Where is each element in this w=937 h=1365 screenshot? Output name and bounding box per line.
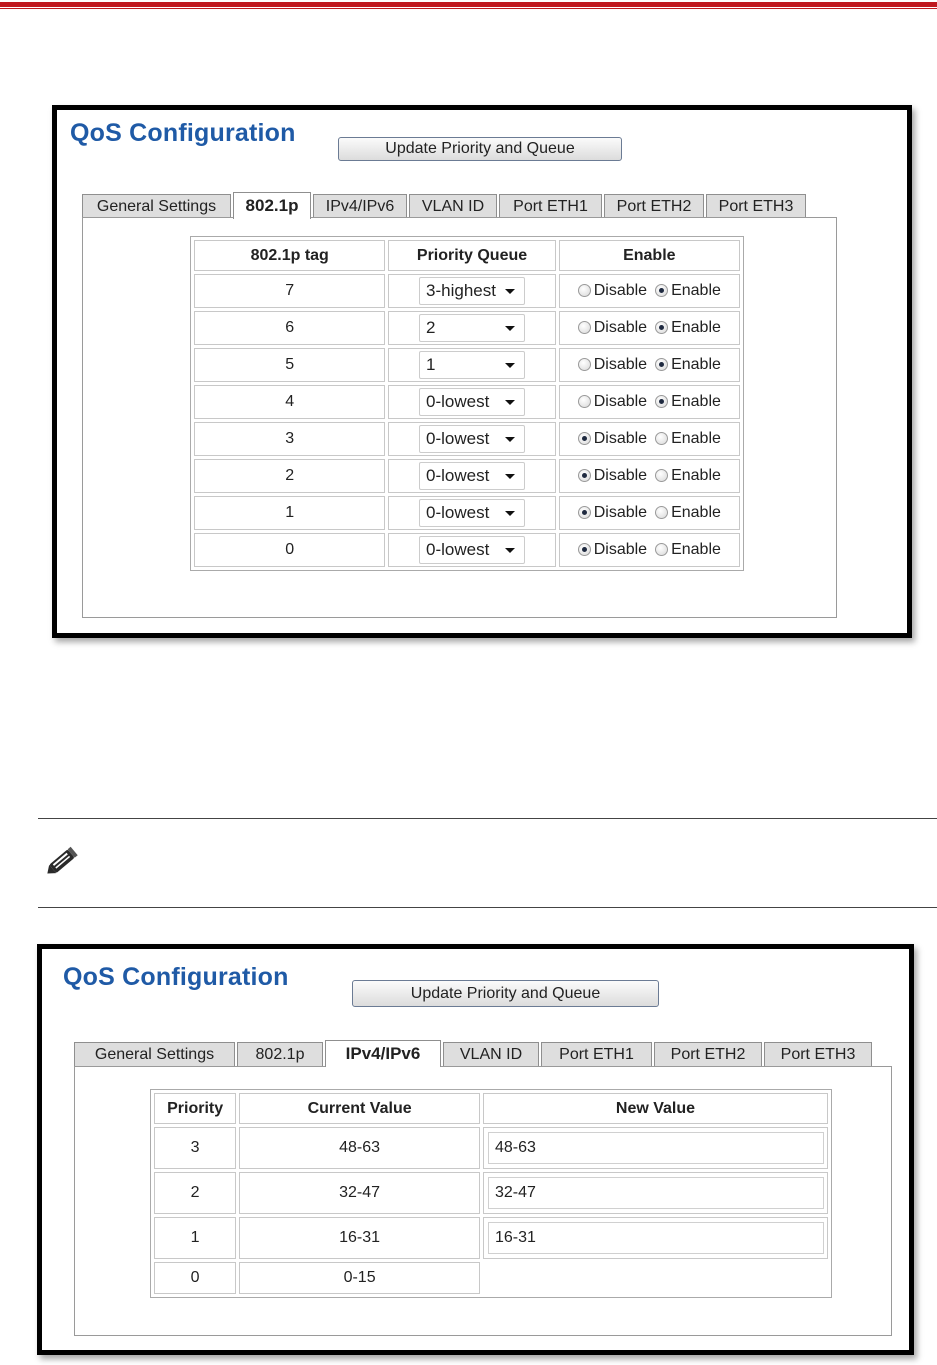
chevron-down-icon xyxy=(505,363,515,368)
priority-queue-value: 0-lowest xyxy=(426,540,490,559)
update-priority-queue-button[interactable]: Update Priority and Queue xyxy=(338,137,622,161)
tab-panel xyxy=(74,1066,892,1336)
disable-label: Disable xyxy=(593,467,648,484)
disable-radio[interactable] xyxy=(578,469,591,482)
tab-8021p[interactable]: 802.1p xyxy=(233,192,311,219)
enable-cell xyxy=(559,533,740,567)
queue-cell xyxy=(388,311,555,345)
enable-cell xyxy=(559,459,740,493)
disable-radio[interactable] xyxy=(578,321,591,334)
new-value-input[interactable] xyxy=(488,1177,824,1209)
enable-radio[interactable] xyxy=(655,395,668,408)
new-value-cell xyxy=(483,1127,828,1169)
column-header: New Value xyxy=(483,1093,828,1124)
disable-radio[interactable] xyxy=(578,358,591,371)
queue-cell xyxy=(388,533,555,567)
tab-bar xyxy=(82,192,842,218)
enable-cell xyxy=(559,274,740,308)
tag-cell: 4 xyxy=(194,385,385,419)
tab-general-settings[interactable]: General Settings xyxy=(82,194,231,218)
current-value-cell: 0-15 xyxy=(239,1262,480,1294)
page-title: QoS Configuration xyxy=(63,963,289,991)
disable-label: Disable xyxy=(593,541,648,558)
disable-label: Disable xyxy=(593,430,648,447)
new-value-cell xyxy=(483,1217,828,1259)
priority-queue-value: 1 xyxy=(426,355,436,374)
table-row xyxy=(154,1127,828,1169)
current-value-cell: 48-63 xyxy=(239,1127,480,1169)
enable-label: Enable xyxy=(671,541,721,558)
enable-cell xyxy=(559,311,740,345)
ipv4-ipv6-table xyxy=(150,1089,832,1298)
note-bottom-rule xyxy=(38,907,937,908)
disable-radio[interactable] xyxy=(578,506,591,519)
new-value-cell xyxy=(483,1262,828,1294)
tab-port-eth3[interactable]: Port ETH3 xyxy=(706,194,806,218)
column-header: 802.1p tag xyxy=(194,240,385,271)
tag-cell: 7 xyxy=(194,274,385,308)
tab-port-eth1[interactable]: Port ETH1 xyxy=(499,194,602,218)
current-value-cell: 16-31 xyxy=(239,1217,480,1259)
priority-queue-select[interactable] xyxy=(419,277,525,305)
tab-port-eth2[interactable]: Port ETH2 xyxy=(654,1042,762,1066)
enable-radio[interactable] xyxy=(655,284,668,297)
chevron-down-icon xyxy=(505,511,515,516)
qos-screenshot-8021p xyxy=(52,105,912,638)
priority-cell: 1 xyxy=(154,1217,236,1259)
enable-cell xyxy=(559,385,740,419)
new-value-cell xyxy=(483,1172,828,1214)
enable-label: Enable xyxy=(671,282,721,299)
enable-cell xyxy=(559,422,740,456)
chevron-down-icon xyxy=(505,326,515,331)
disable-label: Disable xyxy=(593,504,648,521)
header-rule xyxy=(0,0,937,10)
priority-queue-value: 3-highest xyxy=(426,281,496,300)
enable-label: Enable xyxy=(671,393,721,410)
pencil-icon xyxy=(44,842,82,880)
table-row xyxy=(154,1217,828,1259)
tag-cell: 2 xyxy=(194,459,385,493)
new-value-input[interactable] xyxy=(488,1222,824,1254)
disable-label: Disable xyxy=(593,393,648,410)
chevron-down-icon xyxy=(505,289,515,294)
tab-vlan-id[interactable]: VLAN ID xyxy=(409,194,497,218)
priority-queue-select[interactable] xyxy=(419,462,525,490)
enable-label: Enable xyxy=(671,356,721,373)
priority-queue-select[interactable] xyxy=(419,536,525,564)
tag-cell: 1 xyxy=(194,496,385,530)
enable-radio[interactable] xyxy=(655,432,668,445)
priority-queue-select[interactable] xyxy=(419,425,525,453)
priority-queue-select[interactable] xyxy=(419,314,525,342)
tab-general-settings[interactable]: General Settings xyxy=(74,1042,235,1066)
disable-radio[interactable] xyxy=(578,395,591,408)
enable-radio[interactable] xyxy=(655,543,668,556)
qos-screenshot-ipv4-ipv6 xyxy=(37,944,914,1355)
tag-cell: 5 xyxy=(194,348,385,382)
enable-cell xyxy=(559,496,740,530)
table-row xyxy=(154,1172,828,1214)
column-header: Enable xyxy=(559,240,740,271)
priority-cell: 2 xyxy=(154,1172,236,1214)
chevron-down-icon xyxy=(505,548,515,553)
tab-8021p[interactable]: 802.1p xyxy=(237,1042,323,1066)
table-row xyxy=(154,1262,828,1294)
column-header: Current Value xyxy=(239,1093,480,1124)
note-top-rule xyxy=(38,818,937,819)
tab-vlan-id[interactable]: VLAN ID xyxy=(443,1042,539,1066)
enable-label: Enable xyxy=(671,467,721,484)
disable-radio[interactable] xyxy=(578,432,591,445)
enable-radio[interactable] xyxy=(655,506,668,519)
priority-queue-value: 0-lowest xyxy=(426,503,490,522)
priority-queue-select[interactable] xyxy=(419,388,525,416)
disable-radio[interactable] xyxy=(578,284,591,297)
enable-radio[interactable] xyxy=(655,321,668,334)
table-row xyxy=(194,422,740,456)
dot1p-table xyxy=(190,236,744,571)
priority-queue-value: 0-lowest xyxy=(426,466,490,485)
column-header: Priority Queue xyxy=(388,240,555,271)
priority-cell: 3 xyxy=(154,1127,236,1169)
current-value-cell: 32-47 xyxy=(239,1172,480,1214)
tab-bar xyxy=(74,1040,874,1066)
queue-cell xyxy=(388,274,555,308)
enable-radio[interactable] xyxy=(655,358,668,371)
tag-cell: 0 xyxy=(194,533,385,567)
tab-ipv4-ipv6[interactable]: IPv4/IPv6 xyxy=(325,1040,441,1067)
enable-cell xyxy=(559,348,740,382)
enable-label: Enable xyxy=(671,319,721,336)
disable-label: Disable xyxy=(593,282,648,299)
priority-queue-value: 0-lowest xyxy=(426,429,490,448)
table-row xyxy=(194,459,740,493)
tab-panel xyxy=(82,217,837,618)
table-row xyxy=(194,385,740,419)
tab-port-eth3[interactable]: Port ETH3 xyxy=(764,1042,872,1066)
enable-radio[interactable] xyxy=(655,469,668,482)
header-red-bar xyxy=(0,2,937,7)
enable-label: Enable xyxy=(671,430,721,447)
chevron-down-icon xyxy=(505,437,515,442)
disable-radio[interactable] xyxy=(578,543,591,556)
queue-cell xyxy=(388,459,555,493)
queue-cell xyxy=(388,348,555,382)
new-value-input[interactable] xyxy=(488,1132,824,1164)
table-row xyxy=(194,274,740,308)
priority-cell: 0 xyxy=(154,1262,236,1294)
tab-ipv4-ipv6[interactable]: IPv4/IPv6 xyxy=(313,194,407,218)
table-row xyxy=(194,533,740,567)
disable-label: Disable xyxy=(593,356,648,373)
priority-queue-select[interactable] xyxy=(419,351,525,379)
table-row xyxy=(194,496,740,530)
priority-queue-select[interactable] xyxy=(419,499,525,527)
page-title: QoS Configuration xyxy=(70,119,296,147)
tab-port-eth1[interactable]: Port ETH1 xyxy=(541,1042,652,1066)
priority-queue-value: 2 xyxy=(426,318,436,337)
column-header: Priority xyxy=(154,1093,236,1124)
queue-cell xyxy=(388,385,555,419)
table-row xyxy=(194,348,740,382)
tag-cell: 3 xyxy=(194,422,385,456)
tab-port-eth2[interactable]: Port ETH2 xyxy=(604,194,704,218)
header-thin-line xyxy=(0,8,937,9)
tag-cell: 6 xyxy=(194,311,385,345)
chevron-down-icon xyxy=(505,400,515,405)
queue-cell xyxy=(388,496,555,530)
enable-label: Enable xyxy=(671,504,721,521)
table-row xyxy=(194,311,740,345)
priority-queue-value: 0-lowest xyxy=(426,392,490,411)
disable-label: Disable xyxy=(593,319,648,336)
queue-cell xyxy=(388,422,555,456)
chevron-down-icon xyxy=(505,474,515,479)
update-priority-queue-button[interactable]: Update Priority and Queue xyxy=(352,980,659,1007)
